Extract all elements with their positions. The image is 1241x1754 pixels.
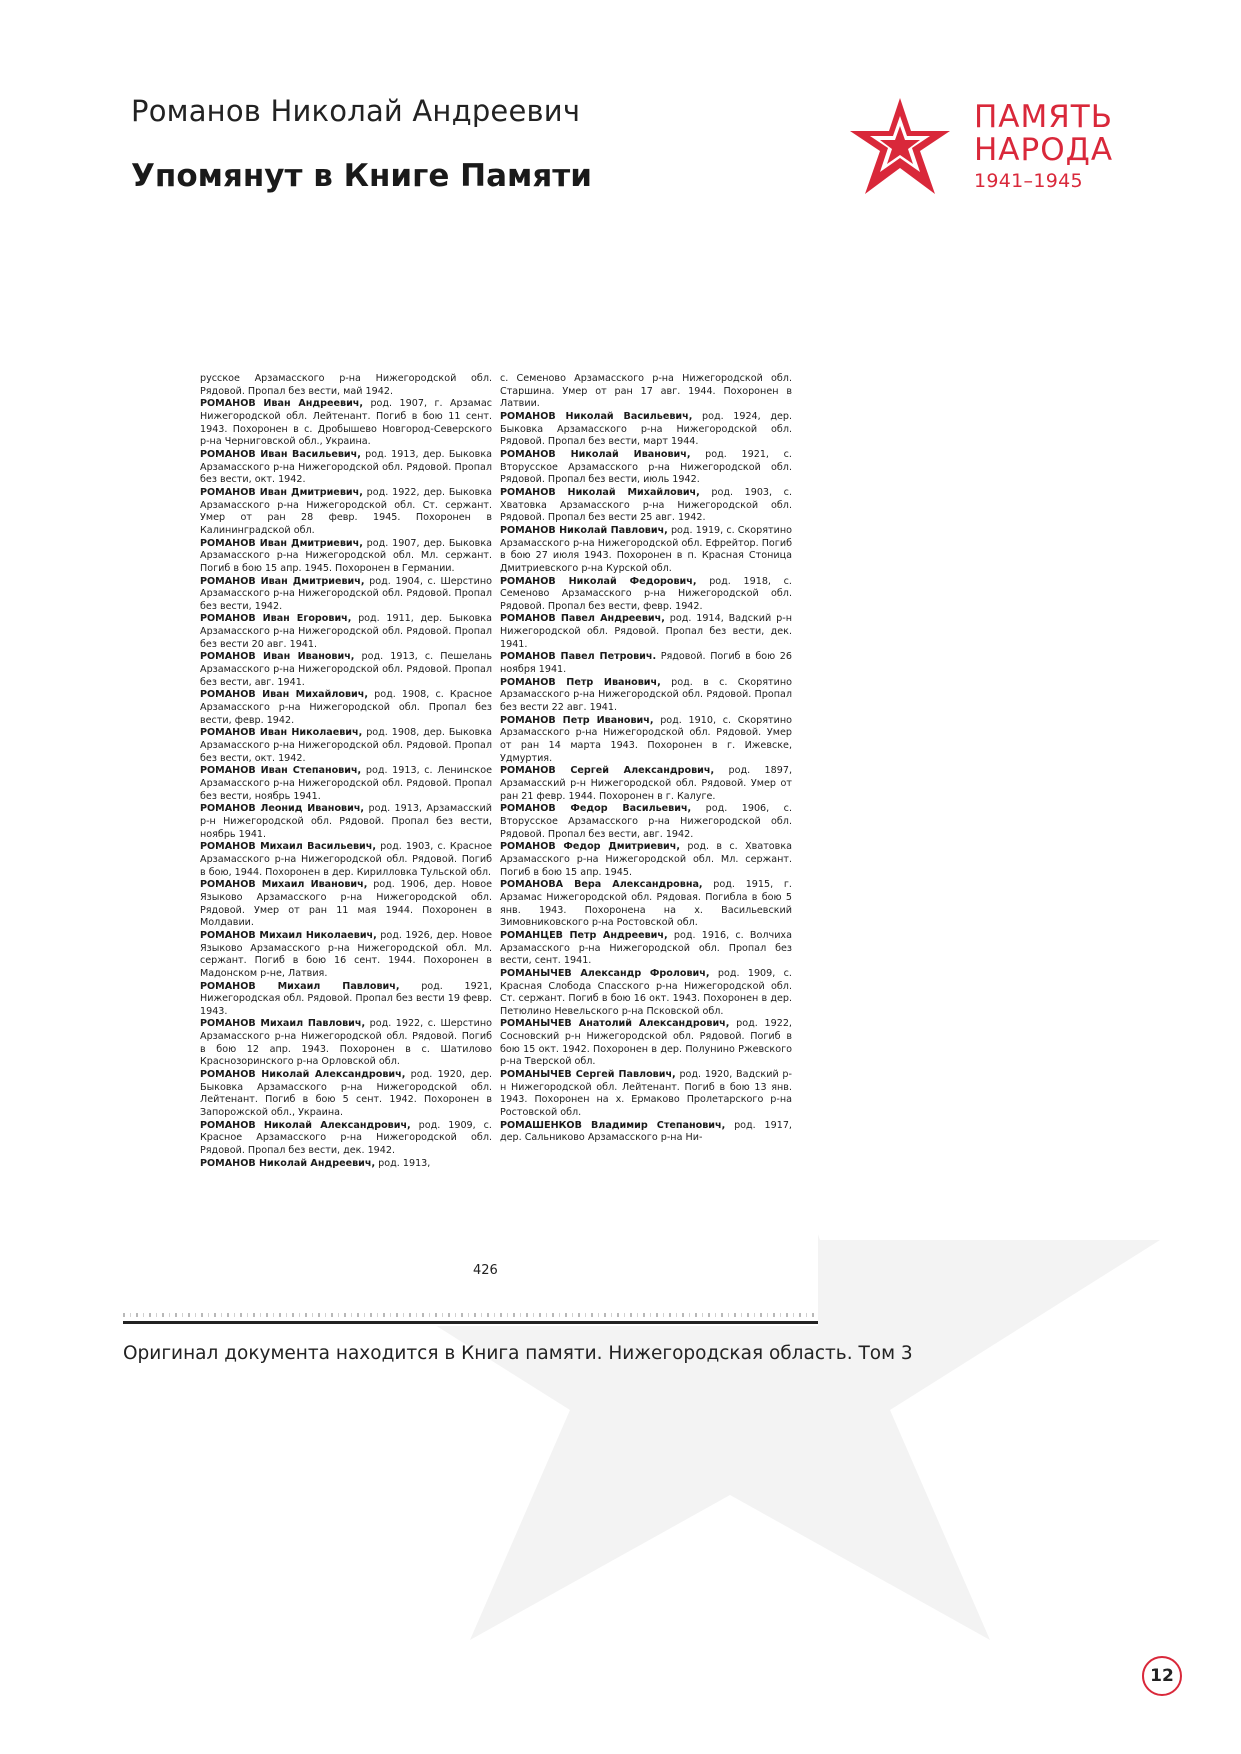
entry-name: РОМАНОВ Федор Дмитриевич, bbox=[500, 841, 680, 853]
entry-name: РОМАНОВ Иван Михайлович, bbox=[200, 689, 368, 701]
entry-name: РОМАНОВ Федор Васильевич, bbox=[500, 803, 692, 815]
memorial-entry bbox=[200, 651, 492, 689]
page-title: Упомянут в Книге Памяти bbox=[131, 158, 592, 194]
memorial-entry bbox=[500, 576, 792, 614]
scan-noise bbox=[123, 1313, 818, 1317]
entry-name: РОМАНОВ Иван Дмитриевич, bbox=[200, 575, 365, 587]
entry-name: РОМАНЦЕВ Петр Андреевич, bbox=[500, 929, 668, 941]
logo-line-1: ПАМЯТЬ bbox=[974, 99, 1114, 135]
memorial-entry bbox=[200, 576, 492, 614]
entry-name: РОМАНОВ Иван Иванович, bbox=[200, 651, 355, 663]
entry-text: род. 1916, с. Волчиха Арзамасского р-на Нижегородской обл. Пропал без вести, сент. 1941. bbox=[500, 929, 792, 967]
entry-name: РОМАНОВ Иван Андреевич, bbox=[200, 398, 364, 410]
entry-text: род. 1904, с. Шерстино Арзамасского р-на Нижегородской обл. Рядовой. Пропал без вести, 1942. bbox=[200, 575, 493, 612]
entry-text: род. 1913, bbox=[375, 1157, 431, 1169]
logo-years: 1941–1945 bbox=[974, 170, 1083, 192]
scan-column-left bbox=[200, 373, 492, 1170]
scan-column-right bbox=[500, 373, 792, 1145]
memorial-entry bbox=[200, 879, 492, 930]
memorial-entry bbox=[500, 1018, 792, 1069]
entry-text: род. 1922, дер. Быковка Арзамасского р-на Нижегородской обл. Ст. сержант. Умер от ран 28 февр. 1945. Похоронен в Калининградской обл. bbox=[200, 486, 492, 536]
memorial-entry bbox=[500, 803, 792, 841]
entry-text: род. 1918, с. Семеново Арзамасского р-на Нижегородской обл. Рядовой. Пропал без вести, февр. 1942. bbox=[500, 575, 792, 612]
entry-text: род. 1913, с. Пешелань Арзамасского р-на Нижегородской обл. Рядовой. Пропал без вести, авг. 1941. bbox=[200, 651, 492, 688]
entry-text: род. 1919, с. Скорятино Арзамасского р-на Нижегородской обл. Ефрейтор. Погиб в бою 27 июля 1943. Похоронен в п. Красная Стоница Дмитриевского р-на Курской обл. bbox=[500, 524, 792, 574]
entry-text: род. 1903, с. Красное Арзамасского р-на Нижегородской обл. Рядовой. Погиб в бою, 1944. Похоронен в дер. Кирилловка Тульской обл. bbox=[200, 841, 492, 878]
entry-text: род. 1915, г. Арзамас Нижегородской обл. Рядовая. Погибла в бою 5 янв. 1943. Похоронена на х. Васильевский Зимовниковского р-на Ростовской обл. bbox=[500, 879, 792, 929]
entry-name: РОМАНОВ Николай Александрович, bbox=[200, 1069, 406, 1081]
memorial-entry bbox=[200, 981, 492, 1019]
memorial-entry bbox=[200, 765, 492, 803]
entry-text: род. 1920, Вадский р-н Нижегородской обл. Лейтенант. Погиб в бою 13 янв. 1943. Похоронен на х. Ермаково Пролетарского р-на Ростовской обл. bbox=[500, 1069, 792, 1119]
entry-name: РОМАНОВ Николай Иванович, bbox=[500, 448, 691, 460]
memorial-entry bbox=[500, 449, 792, 487]
entry-name: РОМАНОВ Михаил Иванович, bbox=[200, 879, 368, 891]
memorial-entry bbox=[200, 689, 492, 727]
memorial-entry bbox=[200, 487, 492, 538]
entry-name: РОМАНОВ Иван Егорович, bbox=[200, 613, 352, 625]
memorial-entry bbox=[500, 613, 792, 651]
page-number-badge: 12 bbox=[1142, 1656, 1182, 1696]
memorial-entry bbox=[200, 803, 492, 841]
memorial-entry bbox=[200, 449, 492, 487]
entry-name: РОМАНОВ Леонид Иванович, bbox=[200, 803, 365, 815]
entry-name: РОМАНЫЧЕВ Сергей Павлович, bbox=[500, 1069, 676, 1081]
scan-page-number: 426 bbox=[473, 1263, 498, 1278]
memorial-entry bbox=[200, 613, 492, 651]
memorial-entry bbox=[200, 538, 492, 576]
entry-text: род. 1921, Нижегородская обл. Рядовой. Пропал без вести 19 февр. 1943. bbox=[200, 980, 492, 1017]
memorial-entry bbox=[500, 1120, 792, 1145]
entry-name: РОМАНОВ Михаил Павлович, bbox=[200, 980, 400, 992]
entry-text: род. 1913, дер. Быковка Арзамасского р-на Нижегородской обл. Рядовой. Пропал без вести, окт. 1942. bbox=[200, 448, 492, 486]
memorial-entry bbox=[500, 411, 792, 449]
memorial-entry bbox=[200, 841, 492, 879]
memorial-entry bbox=[500, 715, 792, 766]
memorial-entry bbox=[500, 968, 792, 1019]
entry-name: РОМАНОВ Николай Андреевич, bbox=[200, 1157, 376, 1169]
memorial-entry bbox=[200, 373, 492, 398]
entry-text: род. 1920, дер. Быковка Арзамасского р-на Нижегородской обл. Лейтенант. Погиб в бою 5 сент. 1942. Похоронен в Запорожской обл., Украина. bbox=[200, 1069, 492, 1119]
memorial-entry bbox=[200, 1069, 492, 1120]
memorial-entry bbox=[200, 398, 492, 449]
entry-text: род. 1903, с. Хватовка Арзамасского р-на Нижегородской обл. Рядовой. Пропал без вести 25 авг. 1942. bbox=[500, 486, 792, 524]
entry-text: с. Семеново Арзамасского р-на Нижегородской обл. Старшина. Умер от ран 17 авг. 1944. Похоронен в Латвии. bbox=[500, 373, 792, 410]
document-caption: Оригинал документа находится в Книга памяти. Нижегородская область. Том 3 bbox=[123, 1343, 913, 1364]
logo bbox=[850, 92, 1120, 202]
red-star-icon bbox=[850, 98, 950, 194]
entry-name: РОМАНОВ Николай Александрович, bbox=[200, 1119, 411, 1131]
entry-text: род. 1906, с. Вторусское Арзамасского р-на Нижегородской обл. Рядовой. Пропал без вести, авг. 1942. bbox=[500, 803, 792, 840]
entry-name: РОМАНОВ Николай Федорович, bbox=[500, 575, 697, 587]
entry-text: род. 1909, с. Красная Слобода Спасского р-на Нижегородской обл. Ст. сержант. Погиб в бою 16 окт. 1943. Похоронен в дер. Петюлино Невельского р-на Псковской обл. bbox=[500, 967, 792, 1017]
entry-text: род. в с. Хватовка Арзамасского р-на Нижегородской обл. Мл. сержант. Погиб в бою 15 апр. 1945. bbox=[500, 841, 792, 878]
entry-name: РОМАНОВ Павел Андреевич, bbox=[500, 613, 665, 625]
memorial-entry bbox=[200, 1018, 492, 1069]
logo-line-2: НАРОДА bbox=[974, 132, 1114, 168]
entry-name: РОМАНЫЧЕВ Анатолий Александрович, bbox=[500, 1018, 730, 1030]
entry-name: РОМАНОВ Иван Дмитриевич, bbox=[200, 537, 363, 549]
entry-name: РОМАНЫЧЕВ Александр Фролович, bbox=[500, 967, 710, 979]
document-scan bbox=[123, 323, 818, 1326]
scan-bottom-rule bbox=[123, 1321, 818, 1324]
memorial-entry bbox=[500, 651, 792, 676]
memorial-entry bbox=[200, 930, 492, 981]
person-name: Романов Николай Андреевич bbox=[131, 94, 581, 128]
entry-text: род. 1926, дер. Новое Языково Арзамасского р-на Нижегородской обл. Мл. сержант. Погиб в бою 16 сент. 1944. Похоронен в Мадонском р-не, Латвия. bbox=[200, 929, 492, 979]
entry-text: род. 1909, с. Красное Арзамасского р-на Нижегородской обл. Рядовой. Пропал без вести, дек. 1942. bbox=[200, 1119, 492, 1157]
entry-text: род. 1924, дер. Быковка Арзамасского р-на Нижегородской обл. Рядовой. Пропал без вести, март 1944. bbox=[500, 410, 793, 448]
entry-text: род. 1913, с. Ленинское Арзамасского р-на Нижегородской обл. Рядовой. Пропал без вести, ноябрь 1941. bbox=[200, 765, 492, 802]
memorial-entry bbox=[200, 1120, 492, 1158]
entry-name: РОМАНОВ Петр Иванович, bbox=[500, 676, 661, 688]
entry-name: РОМАШЕНКОВ Владимир Степанович, bbox=[500, 1119, 726, 1131]
entry-name: РОМАНОВ Михаил Николаевич, bbox=[200, 929, 377, 941]
memorial-entry bbox=[500, 879, 792, 930]
memorial-entry bbox=[500, 841, 792, 879]
entry-text: род. 1908, с. Красное Арзамасского р-на Нижегородской обл. Пропал без вести, февр. 1942. bbox=[200, 689, 492, 726]
memorial-entry bbox=[500, 1069, 792, 1120]
entry-text: русское Арзамасского р-на Нижегородской обл. Рядовой. Пропал без вести, май 1942. bbox=[200, 373, 492, 397]
memorial-entry bbox=[500, 525, 792, 576]
entry-text: род. 1906, дер. Новое Языково Арзамасского р-на Нижегородской обл. Рядовой. Умер от ран 11 мая 1944. Похоронен в Молдавии. bbox=[200, 879, 492, 929]
entry-text: род. 1913, Арзамасский р-н Нижегородской обл. Рядовой. Пропал без вести, ноябрь 1941. bbox=[200, 803, 492, 840]
memorial-entry bbox=[200, 1158, 492, 1171]
entry-text: род. 1922, Сосновский р-н Нижегородской обл. Рядовой. Погиб в бою 15 окт. 1942. Похоронен в дер. Полунино Ржевского р-на Тверской обл. bbox=[500, 1018, 792, 1068]
entry-text: род. в с. Скорятино Арзамасского р-на Нижегородской обл. Рядовой. Пропал без вести 22 авг. 1941. bbox=[500, 676, 792, 714]
entry-text: род. 1911, дер. Быковка Арзамасского р-на Нижегородской обл. Рядовой. Пропал без вести 20 авг. 1941. bbox=[200, 613, 492, 650]
entry-text: род. 1907, дер. Быковка Арзамасского р-на Нижегородской обл. Мл. сержант. Погиб в бою 15 апр. 1945. Похоронен в Германии. bbox=[200, 537, 492, 574]
entry-name: РОМАНОВ Сергей Александрович, bbox=[500, 765, 715, 777]
entry-name: РОМАНОВ Иван Степанович, bbox=[200, 765, 362, 777]
entry-name: РОМАНОВ Иван Васильевич, bbox=[200, 448, 361, 460]
memorial-entry bbox=[500, 765, 792, 803]
entry-name: РОМАНОВ Михаил Павлович, bbox=[200, 1018, 366, 1030]
memorial-entry bbox=[200, 727, 492, 765]
entry-name: РОМАНОВА Вера Александровна, bbox=[500, 879, 703, 891]
entry-name: РОМАНОВ Николай Павлович, bbox=[500, 524, 668, 536]
entry-text: Рядовой. Погиб в бою 26 ноября 1941. bbox=[500, 651, 792, 676]
entry-text: род. 1907, г. Арзамас Нижегородской обл. Лейтенант. Погиб в бою 11 сент. 1943. Похоронен в с. Дробышево Новгород-Северского р-на Черниговской обл., Украина. bbox=[200, 398, 493, 448]
memorial-entry bbox=[500, 487, 792, 525]
entry-text: род. 1914, Вадский р-н Нижегородской обл. Рядовой. Пропал без вести, дек. 1941. bbox=[500, 613, 792, 650]
memorial-entry bbox=[500, 930, 792, 968]
entry-name: РОМАНОВ Павел Петрович. bbox=[500, 651, 657, 663]
entry-name: РОМАНОВ Петр Иванович, bbox=[500, 714, 654, 726]
entry-text: род. 1922, с. Шерстино Арзамасского р-на Нижегородской обл. Рядовой. Погиб в бою 12 апр. 1943. Похоронен в с. Шатилово Краснозоринского р-на Орловской обл. bbox=[200, 1018, 493, 1068]
entry-text: род. 1897, Арзамасский р-н Нижегородской обл. Рядовой. Умер от ран 21 февр. 1944. Похоронен в г. Калуге. bbox=[500, 765, 792, 802]
entry-name: РОМАНОВ Николай Васильевич, bbox=[500, 410, 693, 422]
entry-name: РОМАНОВ Николай Михайлович, bbox=[500, 486, 700, 498]
entry-name: РОМАНОВ Иван Николаевич, bbox=[200, 727, 363, 739]
entry-text: род. 1908, дер. Быковка Арзамасского р-на Нижегородской обл. Рядовой. Пропал без вести, окт. 1942. bbox=[200, 727, 492, 764]
entry-text: род. 1917, дер. Сальниково Арзамасского р-на Ни- bbox=[500, 1119, 792, 1144]
memorial-entry bbox=[500, 373, 792, 411]
entry-text: род. 1910, с. Скорятино Арзамасского р-на Нижегородской обл. Рядовой. Умер от ран 14 марта 1943. Похоронен в г. Ижевске, Удмуртия. bbox=[500, 714, 792, 764]
entry-name: РОМАНОВ Михаил Васильевич, bbox=[200, 841, 376, 853]
entry-text: род. 1921, с. Вторусское Арзамасского р-на Нижегородской обл. Рядовой. Пропал без вести, июль 1942. bbox=[500, 448, 792, 486]
entry-name: РОМАНОВ Иван Дмитриевич, bbox=[200, 486, 363, 498]
memorial-entry bbox=[500, 677, 792, 715]
